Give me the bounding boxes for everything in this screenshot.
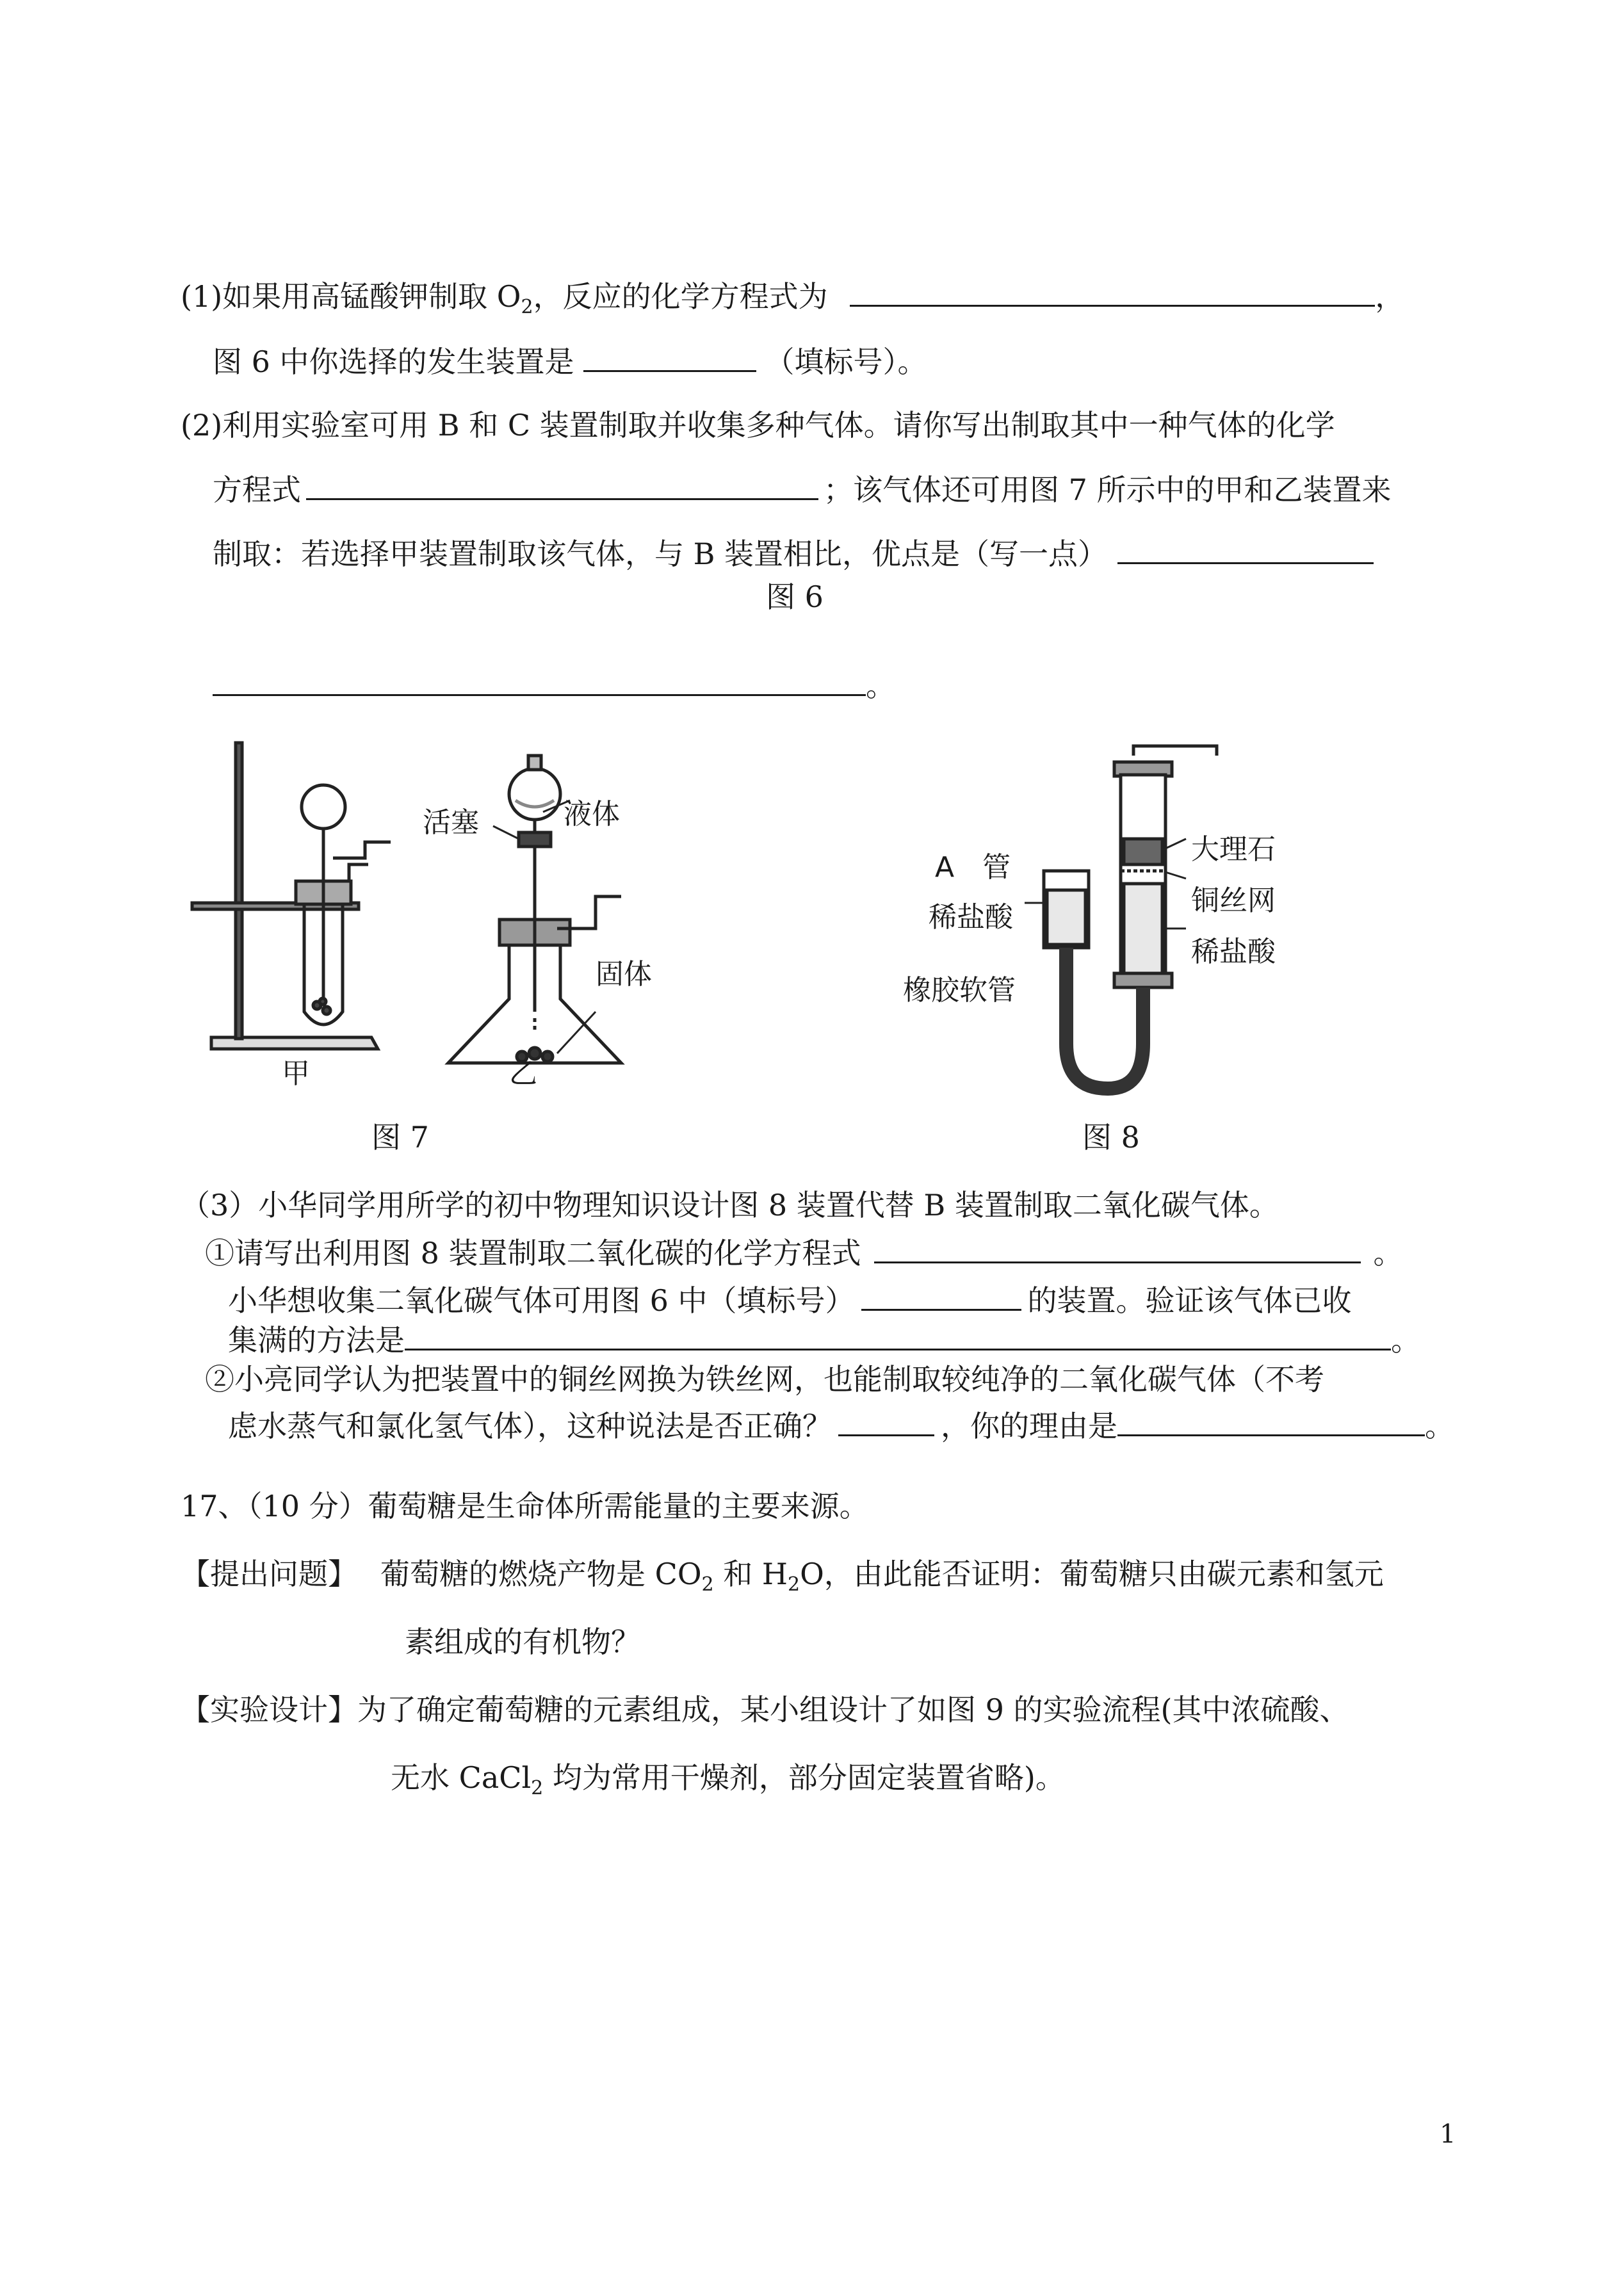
q3-line4: 集满的方法是 。 [228,1320,1420,1359]
q2-line2: 方程式 ；该气体还可用图 7 所示中的甲和乙装置来 [213,470,1392,509]
answer-blank-equation-1[interactable] [850,277,1375,307]
answer-blank-reason[interactable] [1117,1406,1425,1436]
label-mesh: 铜丝网 [1191,884,1276,917]
figure-7-apparatus [186,730,672,1089]
q3-line2: ①请写出利用图 8 装置制取二氧化碳的化学方程式 。 [205,1233,1403,1272]
label-jia: 甲 [282,1057,310,1090]
answer-blank-collect-device[interactable] [861,1281,1021,1311]
label-yi: 乙 [509,1057,537,1090]
q2-line3: 制取：若选择甲装置制取该气体，与 B 装置相比，优点是（写一点） [213,534,1374,573]
label-hose: 橡胶软管 [903,974,1016,1007]
q2-line1: (2)利用实验室可用 B 和 C 装置制取并收集多种气体。请你写出制取其中一种气体的化学 [181,408,1335,442]
q3-line3: 小华想收集二氧化碳气体可用图 6 中（填标号） 的装置。验证该气体已收 [228,1281,1352,1320]
q2-line4: 。 [213,666,895,705]
fig6-caption: 图 6 [766,580,824,614]
q3-line5: ②小亮同学认为把装置中的铜丝网换为铁丝网，也能制取较纯净的二氧化碳气体（不考 [205,1362,1324,1397]
q17-design: 【实验设计】为了确定葡萄糖的元素组成，某小组设计了如图 9 的实验流程(其中浓硫酸、 [181,1692,1349,1727]
answer-blank-co2-equation[interactable] [874,1233,1361,1263]
answer-blank-correct[interactable] [838,1406,934,1436]
label-solid: 固体 [596,958,652,991]
fig7-caption: 图 7 [371,1120,429,1155]
label-acid-left: 稀盐酸 [929,901,1013,934]
label-stopcock: 活塞 [423,806,479,839]
label-marble: 大理石 [1191,833,1276,866]
fig8-caption: 图 8 [1082,1120,1140,1155]
label-liquid: 液体 [564,798,620,831]
q1-line2: 图 6 中你选择的发生装置是 （填标号）。 [213,342,927,381]
page-number: 1 [1440,2120,1456,2149]
q17-design-line2: 无水 CaCl$_2$ 均为常用干燥剂，部分固定装置省略)。 [391,1760,1065,1799]
q17-title: 17、（10 分）葡萄糖是生命体所需能量的主要来源。 [181,1489,869,1523]
q3-line1: （3）小华同学用所学的初中物理知识设计图 8 装置代替 B 装置制取二氧化碳气体。 [181,1188,1279,1222]
answer-blank-full-check[interactable] [405,1320,1391,1350]
answer-blank-advantage-cont[interactable] [213,666,866,696]
label-acid-right: 稀盐酸 [1191,936,1276,968]
figure-8-apparatus [1018,736,1287,1108]
q17-ask-line2: 素组成的有机物？ [405,1625,640,1659]
q17-ask: 【提出问题】 葡萄糖的燃烧产物是 $CO_2$ 和 $H_2O$，由此能否证明：葡萄糖只由碳元素和氢元 [181,1557,1384,1596]
q1-line1: (1)如果用高锰酸钾制取 $O_2$，反应的化学方程式为 ， [181,277,1404,327]
label-tube-a: A 管 [935,851,1011,884]
answer-blank-device-1[interactable] [583,342,756,372]
answer-blank-advantage[interactable] [1117,534,1374,564]
answer-blank-equation-2[interactable] [306,470,818,500]
q3-line6: 虑水蒸气和氯化氢气体），这种说法是否正确？ ，你的理由是 。 [228,1406,1454,1445]
